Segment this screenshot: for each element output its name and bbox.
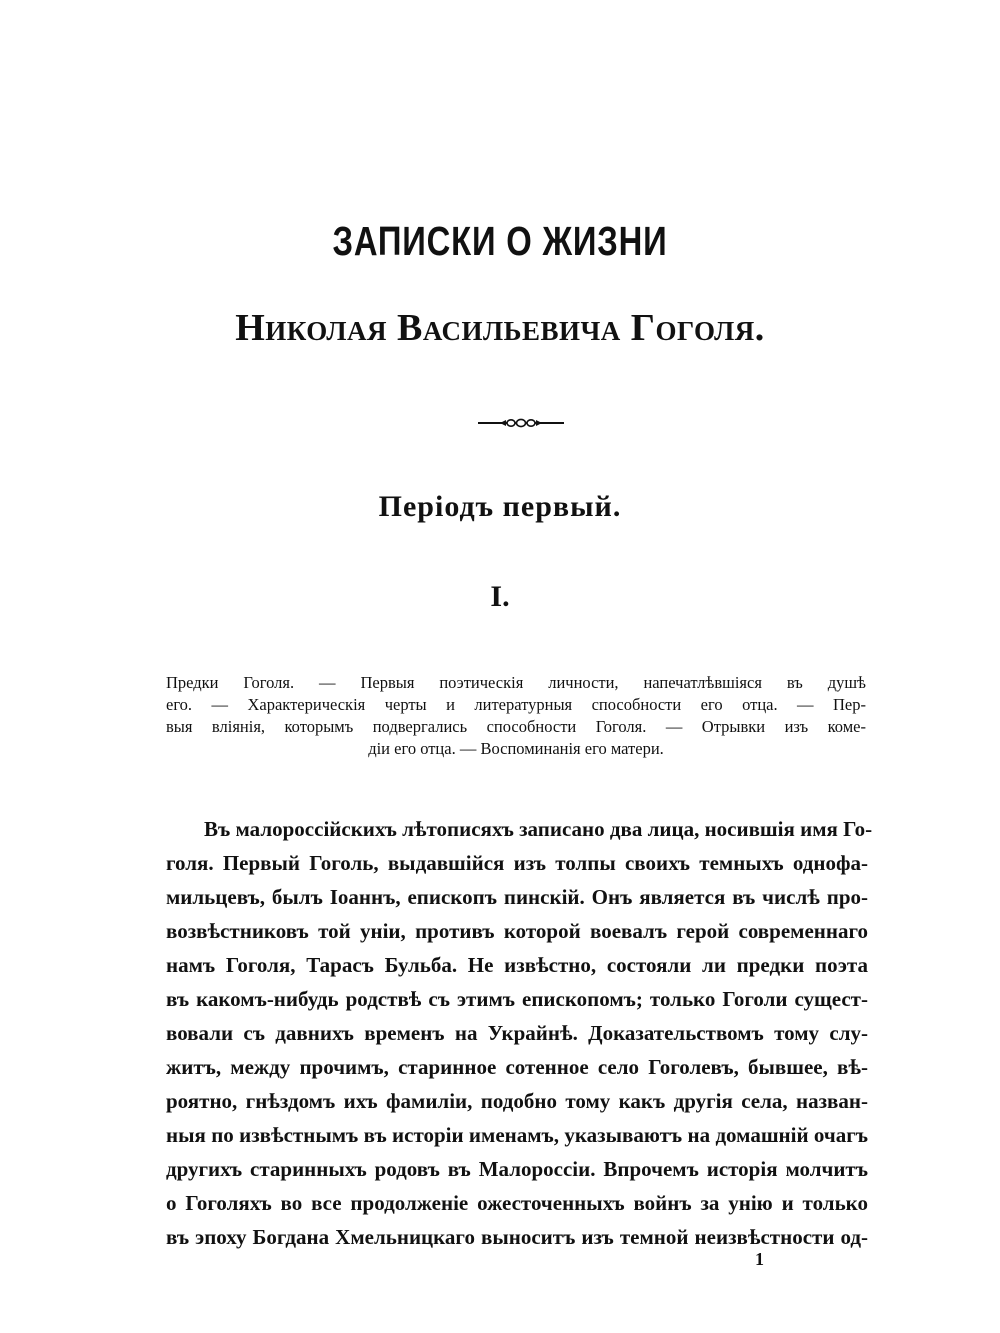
period-heading: Періодъ первый.	[378, 490, 622, 523]
page-number: 1	[755, 1249, 764, 1269]
document-title: ЗАПИСКИ О ЖИЗНИ	[332, 218, 668, 264]
body-line: возвѣстниковъ той уніи, противъ которой воевалъ герой современнаго	[166, 919, 868, 943]
summary-line: выя вліянія, которымъ подвергались способности Гоголя. — Отрывки изъ коме-	[166, 717, 866, 736]
body-line: въ эпоху Богдана Хмельницкаго выноситъ изъ темной неизвѣстности од-	[166, 1225, 868, 1249]
body-line: голя. Первый Гоголь, выдавшійся изъ толпы своихъ темныхъ однофа-	[166, 851, 868, 875]
document-subtitle: Николая Васильевича Гоголя.	[235, 307, 765, 349]
chapter-number: I.	[490, 580, 510, 613]
body-line: житъ, между прочимъ, старинное сотенное село Гоголевъ, бывшее, вѣ-	[166, 1055, 868, 1079]
body-line: намъ Гоголя, Тарасъ Бульба. Не извѣстно, состояли ли предки поэта	[166, 953, 868, 977]
body-line: Въ малороссійскихъ лѣтописяхъ записано два лица, носившія имя Го-	[204, 817, 873, 841]
body-line: о Гоголяхъ во все продолженіе ожесточенныхъ войнъ за унію и только	[166, 1191, 868, 1215]
summary-line: діи его отца. — Воспоминанія его матери.	[368, 739, 664, 758]
body-line: въ какомъ-нибудь родствѣ съ этимъ епископомъ; только Гоголи сущест-	[166, 987, 868, 1011]
summary-line: его. — Характерическія черты и литературныя способности его отца. — Пер-	[166, 695, 866, 714]
body-line: ныя по извѣстнымъ въ исторіи именамъ, указываютъ на домашній очагъ	[166, 1123, 868, 1147]
body-line: другихъ старинныхъ родовъ въ Малороссіи. Впрочемъ исторія молчитъ	[166, 1157, 868, 1181]
body-line: вовали съ давнихъ временъ на Украйнѣ. Доказательствомъ тому слу-	[166, 1021, 868, 1045]
body-paragraph	[166, 812, 873, 1254]
decorative-rule-icon	[478, 413, 564, 433]
chapter-summary	[166, 672, 866, 760]
body-line: роятно, гнѣздомъ ихъ фамиліи, подобно тому какъ другія села, назван-	[166, 1089, 868, 1113]
summary-line: Предки Гоголя. — Первыя поэтическія личности, напечатлѣвшіяся въ душѣ	[166, 673, 866, 692]
body-line: мильцевъ, былъ Іоаннъ, епископъ пинскій. Онъ является въ числѣ про-	[166, 885, 868, 909]
